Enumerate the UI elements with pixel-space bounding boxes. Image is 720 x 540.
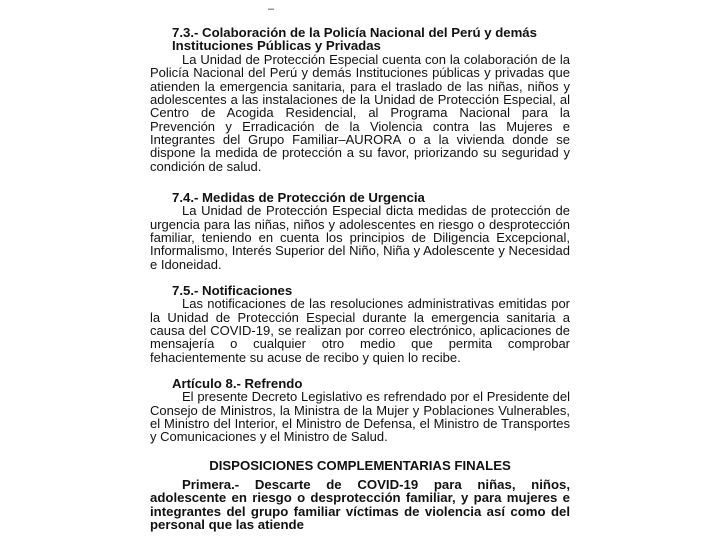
section-heading: 7.3.- Colaboración de la Policía Nacional del Perú y demás Instituciones Públicas y Privadas	[172, 25, 537, 54]
first-provision	[150, 478, 570, 532]
section-body: El presente Decreto Legislativo es refrendado por el Presidente del Consejo de Ministros, la Ministra de la Mujer y Poblaciones Vulnerables, el Ministro del Interior, el Ministro de Defensa, el Ministro de Transportes y Comunicaciones y el Ministro de Salud.	[150, 389, 570, 445]
section-7-5	[150, 284, 570, 364]
final-title: DISPOSICIONES COMPLEMENTARIAS FINALES	[209, 458, 511, 473]
final-provisions-title	[150, 459, 570, 472]
section-body: La Unidad de Protección Especial cuenta con la colaboración de la Policía Nacional del Perú y demás Instituciones públicas y privadas que atienden la emergencia sanitaria, para el traslado de las niñas, niños y adolescentes a las instalaciones de la Unidad de Protección Especial, al Centro de Acogida Residencial, al Programa Nacional para la Prevención y Erradicación de la Violencia contra las Mujeres e Integrantes del Grupo Familiar–AURORA o a la vivienda donde se dispone la medida de protección a su favor, priorizando su seguridad y condición de salud.	[150, 51, 570, 174]
first-provision-text: Primera.- Descarte de COVID-19 para niñas, niños, adolescente en riesgo o desprotección familiar, y para mujeres e integrantes del grupo familiar víctimas de violencia así como del personal que las atiende	[150, 477, 570, 533]
section-7-4	[150, 191, 570, 271]
section-heading: 7.4.- Medidas de Protección de Urgencia	[172, 190, 425, 205]
section-heading: 7.5.- Notificaciones	[172, 283, 293, 298]
document-page	[150, 0, 570, 540]
top-mark: –	[268, 3, 275, 15]
article-8	[150, 377, 570, 444]
section-heading: Artículo 8.- Refrendo	[172, 376, 303, 391]
section-body: La Unidad de Protección Especial dicta medidas de protección de urgencia para las niñas, niños y adolescentes en riesgo o desprotección familiar, teniendo en cuenta los principios de Diligencia Excepcional, Informalismo, Interés Superior del Niño, Niña y Adolescente y Necesidad e Idoneidad.	[150, 203, 570, 272]
section-body: Las notificaciones de las resoluciones administrativas emitidas por la Unidad de Protección Especial durante la emergencia sanitaria a causa del COVID-19, se realizan por correo electrónico, aplicaciones de mensajería o cualquier otro medio que permita comprobar fehacientemente su acuse de recibo y quien lo recibe.	[150, 296, 570, 365]
section-7-3	[150, 26, 570, 173]
